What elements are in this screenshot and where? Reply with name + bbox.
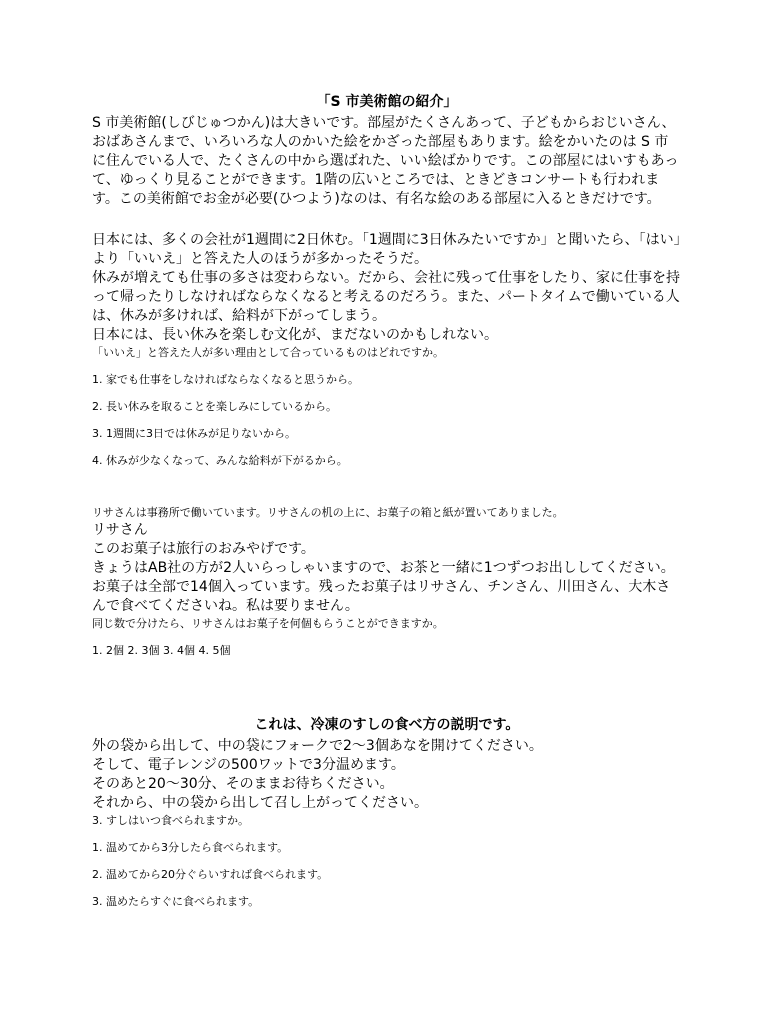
holiday-option-1: 1. 家でも仕事をしなければならなくなると思うから。	[92, 373, 359, 386]
sushi-line-2: そして、電子レンジの500ワットで3分温めます。	[92, 757, 405, 773]
holiday-line-3: 日本には、長い休みを楽しむ文化が、まだないのかもしれない。	[92, 327, 498, 343]
sushi-option-1: 1. 温めてから3分したら食べられます。	[92, 841, 289, 854]
spacer	[92, 659, 682, 715]
sushi-option-3: 3. 温めたらすぐに食べられます。	[92, 895, 260, 908]
spacer	[92, 209, 682, 231]
sushi-title: これは、冷凍のすしの食べ方の説明です。	[254, 717, 520, 733]
sushi-line-4: それから、中の袋から出して召し上がってください。	[92, 795, 428, 811]
holiday-option-4: 4. 休みが少なくなって、みんな給料が下がるから。	[92, 454, 348, 467]
document-page	[92, 92, 682, 910]
sushi-line-1: 外の袋から出して、中の袋にフォークで2～3個あなを開けてください。	[92, 738, 543, 754]
holiday-option-3: 3. 1週間に3日では休みが足りないから。	[92, 427, 296, 440]
holiday-line-1: 日本には、多くの会社が1週間に2日休む。「1週間に3日休みたいですか」と聞いたら、「はい」より「いいえ」と答えた人のほうが多かったそうだ。	[92, 232, 681, 267]
museum-paragraph: S 市美術館(しびじゅつかん)は大きいです。部屋がたくさんあって、子どもからおじいさん、おばあさんまで、いろいろな人のかいた絵をかざった部屋もあります。絵をかいたのは S 市に住んでいる人で、たくさんの中から選ばれた、いい絵ばかりです。この部屋にはいすもあって、ゆっくり見ることができます。1階の広いところでは、ときどきコンサートも行われます。この美術館でお金が必要(ひつよう)なのは、有名な絵のある部屋に入るときだけです。	[92, 115, 679, 207]
sushi-option-2: 2. 温めてから20分ぐらいすれば食べられます。	[92, 868, 329, 881]
spacer	[92, 469, 682, 505]
snack-options: 1. 2個 2. 3個 3. 4個 4. 5個	[92, 644, 231, 657]
snack-note-line-3: きょうはAB社の方が2人いらっしゃいますので、お茶と一緒に1つずつお出ししてください。お菓子は全部で14個入っています。残ったお菓子はリサさん、チンさん、川田さん、大木さんで食べてくださいね。私は要りません。	[92, 560, 675, 614]
holiday-question: 「いいえ」と答えた人が多い理由として合っているものはどれですか。	[92, 346, 444, 359]
holiday-option-2: 2. 長い休みを取ることを楽しみにしているから。	[92, 400, 337, 413]
snack-note-line-2: このお菓子は旅行のおみやげです。	[92, 541, 315, 557]
holiday-line-2: 休みが増えても仕事の多さは変わらない。だから、会社に残って仕事をしたり、家に仕事を持って帰ったりしなければならなくなると考えるのだろう。また、パートタイムで働いている人は、休みが多ければ、給料が下がってしまう。	[92, 270, 680, 324]
snack-question: 同じ数で分けたら、リサさんはお菓子を何個もらうことができますか。	[92, 617, 444, 630]
sushi-question: 3. すしはいつ食べられますか。	[92, 814, 249, 827]
snack-intro: リサさんは事務所で働いています。リサさんの机の上に、お菓子の箱と紙が置いてありました。	[92, 506, 564, 519]
sushi-line-3: そのあと20～30分、そのままお待ちください。	[92, 776, 394, 792]
snack-note-line-1: リサさん	[92, 522, 148, 538]
museum-title: 「S 市美術館の紹介」	[316, 94, 458, 110]
